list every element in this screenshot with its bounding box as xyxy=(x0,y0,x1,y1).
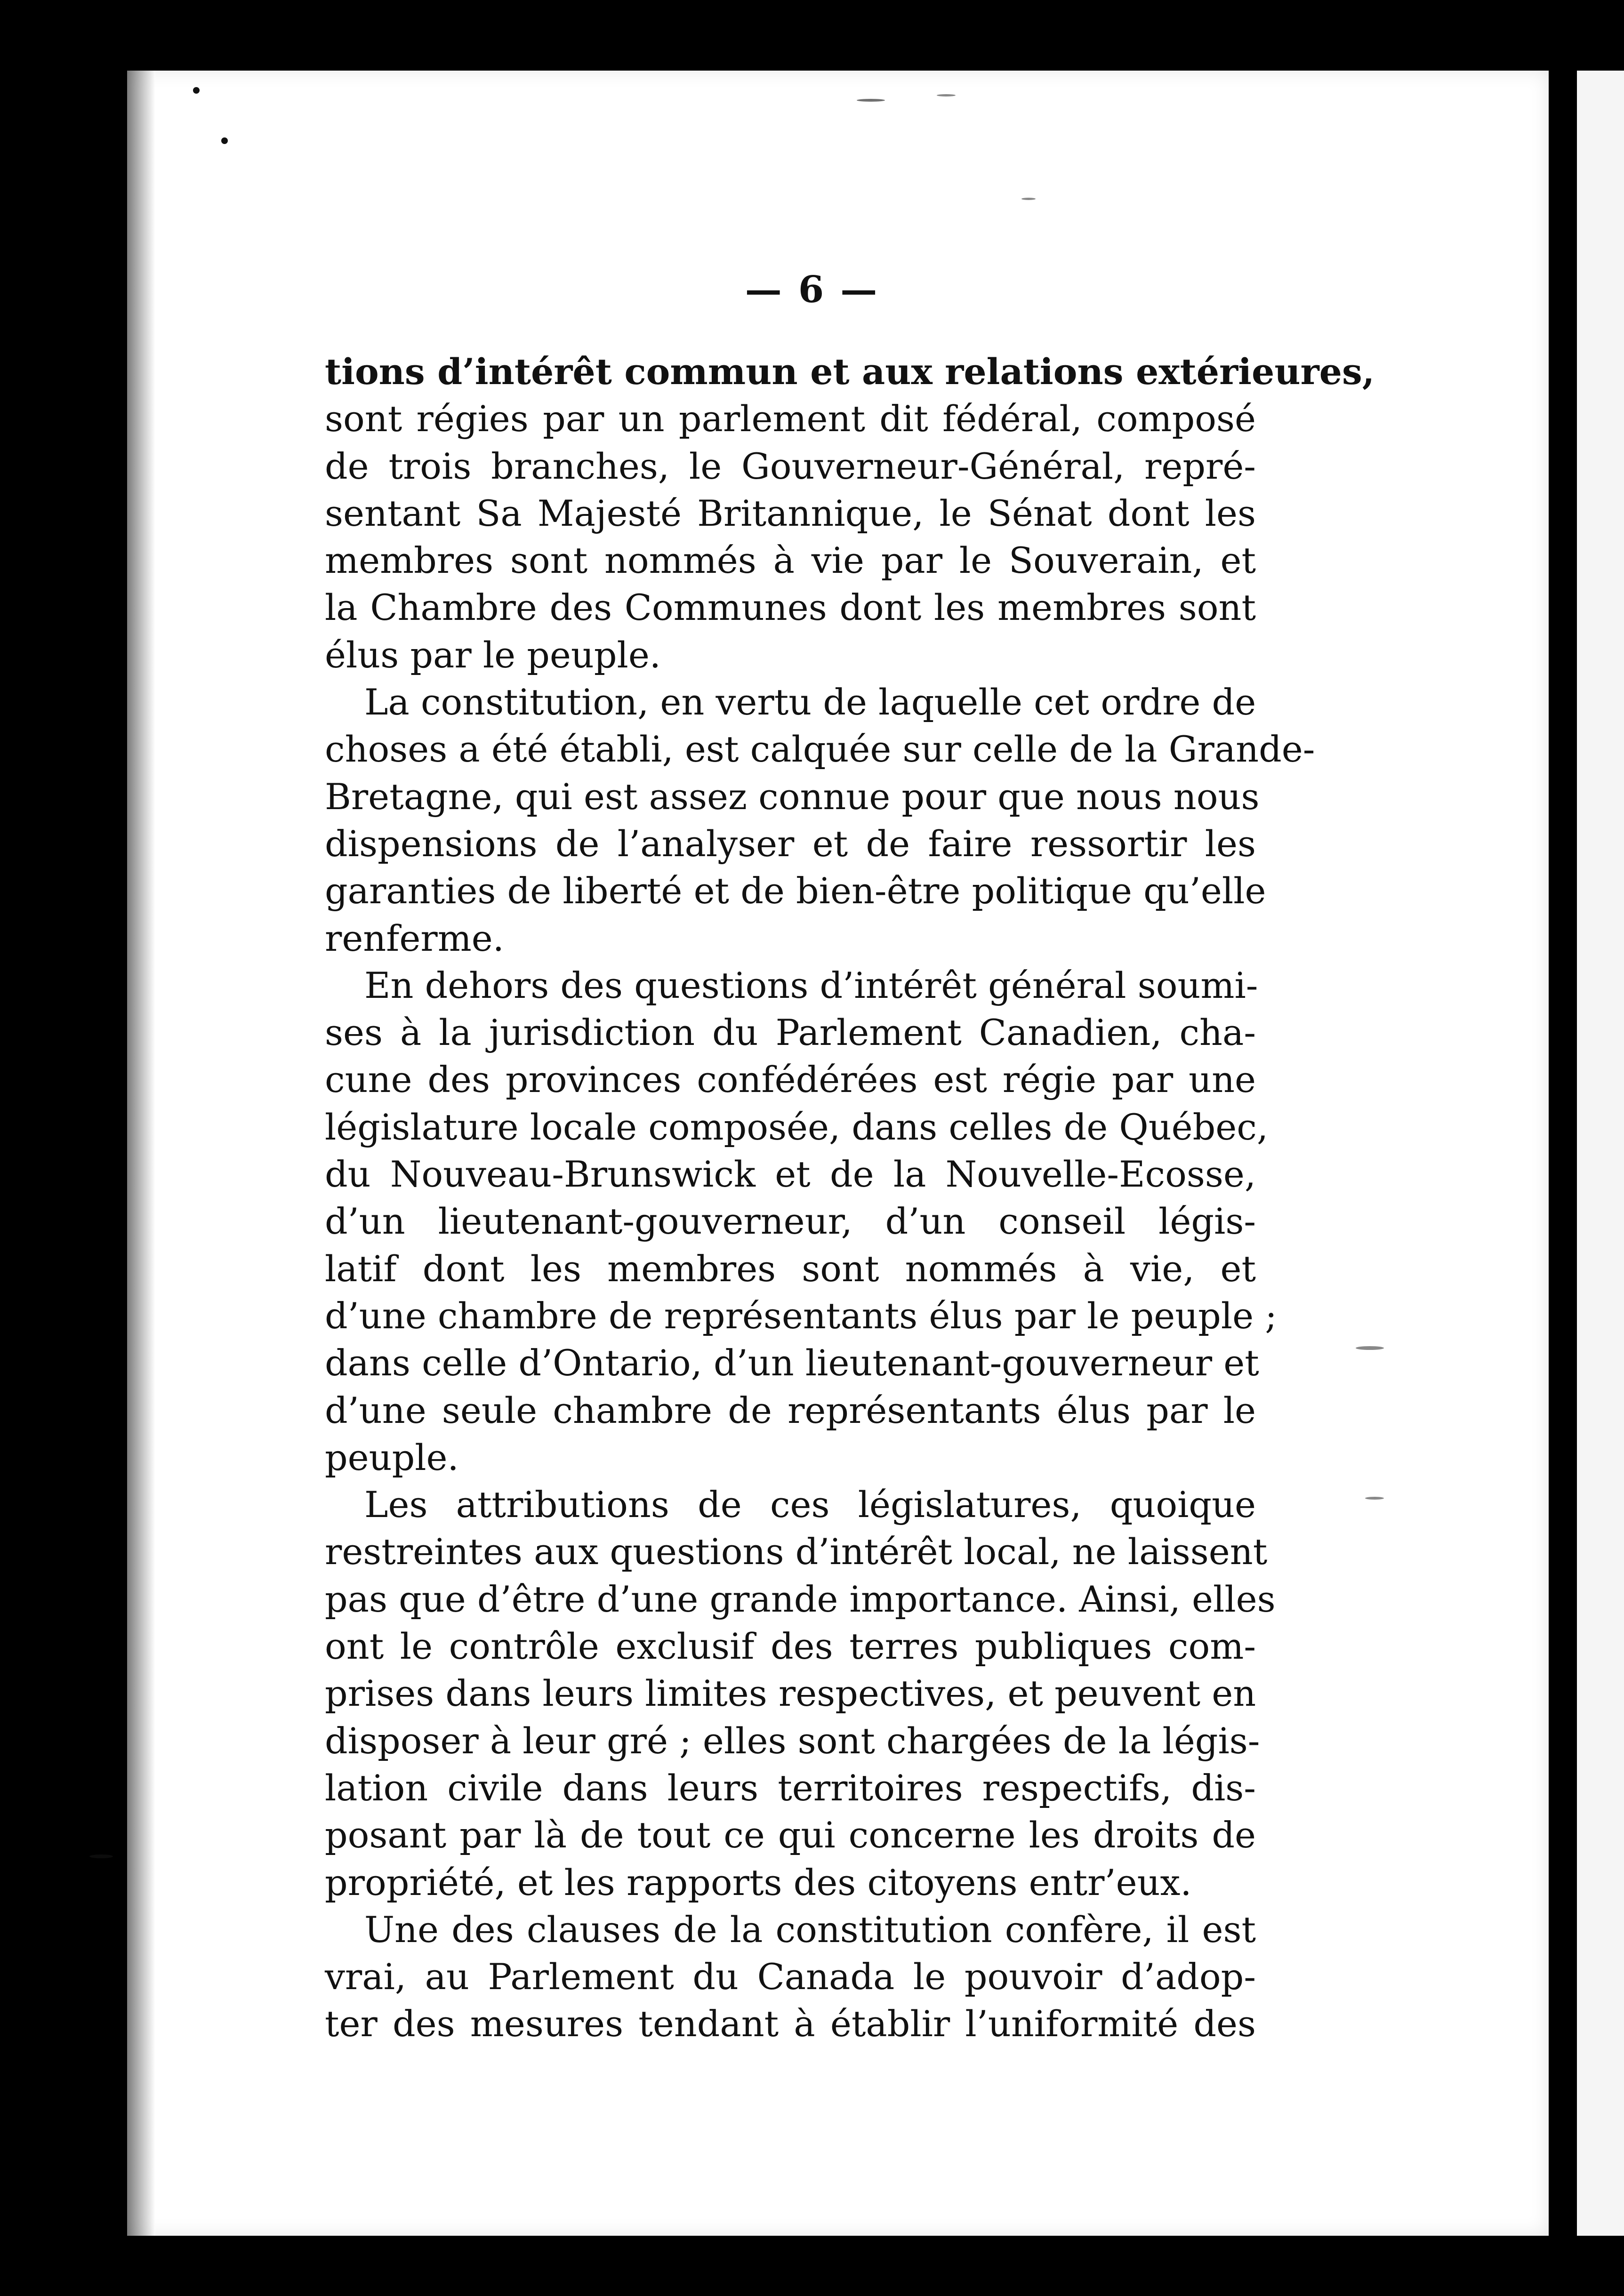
scan-speck xyxy=(1021,198,1036,200)
scan-bottom-border xyxy=(0,2236,1624,2296)
text-line: Bretagne, qui est assez connue pour que nous nous xyxy=(325,775,1260,818)
text-line: propriété, et les rapports des citoyens entr’eux. xyxy=(325,1861,1192,1903)
scan-speck xyxy=(1356,1346,1384,1350)
scan-speck xyxy=(857,99,885,102)
text-line: du Nouveau-Brunswick et de la Nouvelle-Ecosse, xyxy=(325,1153,1256,1196)
text-line: posant par là de tout ce qui concerne les droits de xyxy=(325,1814,1256,1856)
text-line: d’une seule chambre de représentants élus par le xyxy=(325,1389,1256,1431)
text-line: la Chambre des Communes dont les membres sont xyxy=(325,586,1256,629)
scan-speck xyxy=(89,1854,113,1858)
text-line: ter des mesures tendant à établir l’uniformité des xyxy=(325,2003,1256,2045)
text-line: restreintes aux questions d’intérêt local, ne laissent xyxy=(325,1531,1268,1573)
text-line: ses à la jurisdiction du Parlement Canadien, cha- xyxy=(325,1012,1256,1054)
text-line: d’un lieutenant-gouverneur, d’un conseil légis- xyxy=(325,1200,1256,1243)
scan-speck xyxy=(1365,1497,1384,1500)
scan-top-border xyxy=(0,0,1624,71)
text-line: de trois branches, le Gouverneur-Général, repré- xyxy=(325,445,1256,487)
scan-speck xyxy=(221,137,228,144)
text-line: choses a été établi, est calquée sur celle de la Grande- xyxy=(325,728,1315,771)
paragraph-4 xyxy=(325,1481,1276,1906)
text-line: d’une chambre de représentants élus par le peuple ; xyxy=(325,1294,1277,1337)
text-line: dans celle d’Ontario, d’un lieutenant-gouverneur et xyxy=(325,1342,1259,1384)
paragraph-5 xyxy=(325,1906,1256,2048)
text-line: disposer à leur gré ; elles sont chargées de la légis- xyxy=(325,1719,1260,1762)
text-line: cune des provinces confédérées est régie par une xyxy=(325,1059,1256,1101)
text-line: En dehors des questions d’intérêt général soumi- xyxy=(364,964,1258,1006)
page-gutter xyxy=(1549,71,1577,2236)
paragraph-3 xyxy=(325,962,1277,1481)
paragraph-2 xyxy=(325,679,1315,962)
text-line: La constitution, en vertu de laquelle cet ordre de xyxy=(364,681,1256,723)
text-line: prises dans leurs limites respectives, et peuvent en xyxy=(325,1672,1256,1715)
text-line: Les attributions de ces législatures, quoique xyxy=(364,1484,1256,1526)
text-line: garanties de liberté et de bien-être politique qu’elle xyxy=(325,870,1266,912)
text-line: sont régies par un parlement dit fédéral, composé xyxy=(325,398,1256,440)
text-line: Une des clauses de la constitution confère, il est xyxy=(364,1908,1256,1951)
text-line: sentant Sa Majesté Britannique, le Sénat dont les xyxy=(325,492,1256,534)
text-line: membres sont nommés à vie par le Souverain, et xyxy=(325,539,1256,582)
text-line: législature locale composée, dans celles de Québec, xyxy=(325,1106,1268,1148)
text-line: ont le contrôle exclusif des terres publiques com- xyxy=(325,1625,1256,1668)
text-line: peuple. xyxy=(325,1436,459,1478)
page-number: — 6 — xyxy=(745,268,879,311)
scan-speck xyxy=(193,87,200,94)
text-line: élus par le peuple. xyxy=(325,634,661,676)
text-body xyxy=(325,348,1375,2048)
text-line: tions d’intérêt commun et aux relations extérieures, xyxy=(325,351,1375,393)
scan-speck xyxy=(937,94,956,96)
page-left-shadow xyxy=(127,71,155,2236)
paragraph-1 xyxy=(325,348,1375,679)
text-line: renferme. xyxy=(325,917,504,959)
text-line: vrai, au Parlement du Canada le pouvoir d’adop- xyxy=(325,1956,1256,1998)
text-line: pas que d’être d’une grande importance. Ainsi, elles xyxy=(325,1578,1276,1620)
text-line: lation civile dans leurs territoires respectifs, dis- xyxy=(325,1766,1256,1809)
facing-page-edge xyxy=(1577,71,1624,2236)
text-line: latif dont les membres sont nommés à vie, et xyxy=(325,1247,1256,1290)
text-line: dispensions de l’analyser et de faire ressortir les xyxy=(325,822,1256,865)
